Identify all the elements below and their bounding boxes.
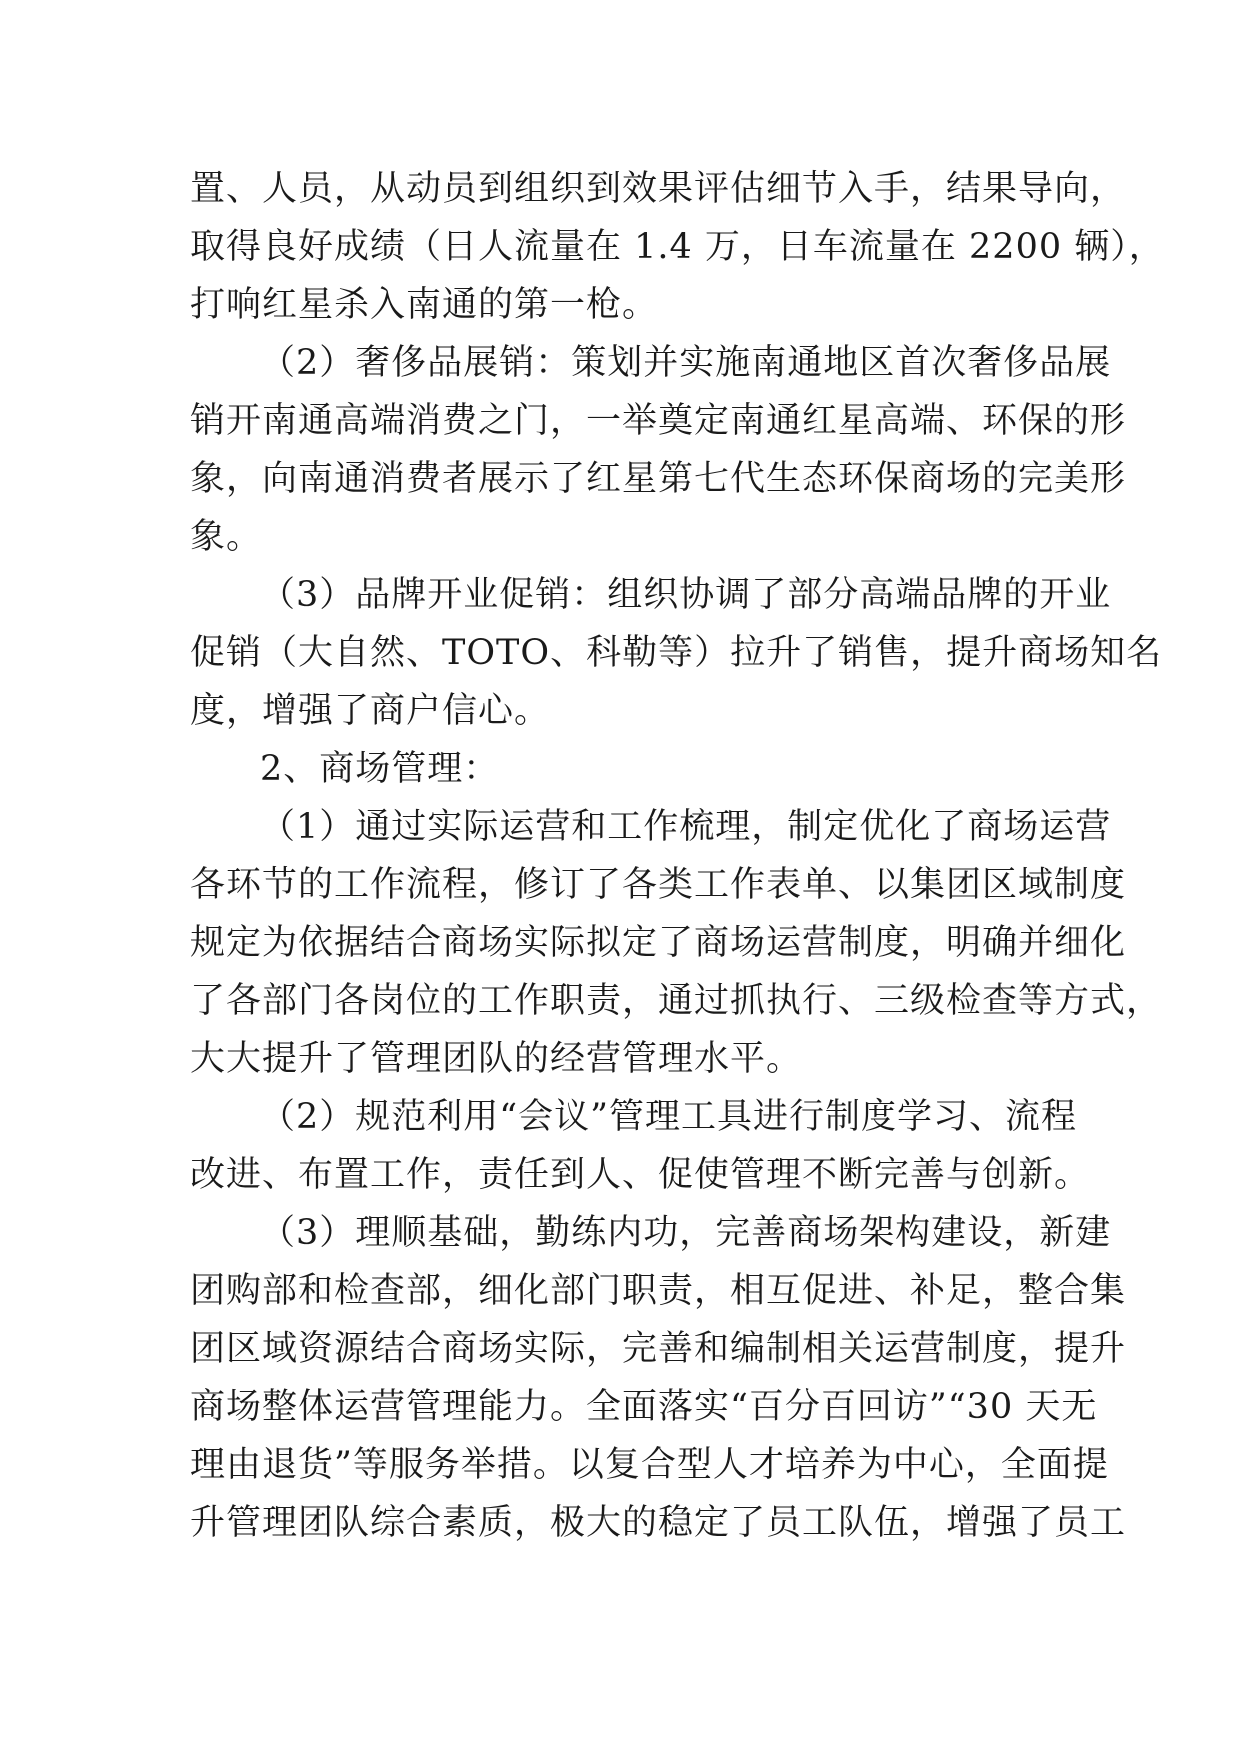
text-line: 置、人员，从动员到组织到效果评估细节入手，结果导向， xyxy=(190,169,1127,209)
text-line: 各环节的工作流程，修订了各类工作表单、以集团区域制度 xyxy=(190,865,1127,905)
paragraph-first-line: （3）品牌开业促销：组织协调了部分高端品牌的开业 xyxy=(260,575,1112,615)
text-line: 团区域资源结合商场实际，完善和编制相关运营制度，提升 xyxy=(190,1329,1127,1369)
text-line: 取得良好成绩（日人流量在 1.4 万，日车流量在 2200 辆）， xyxy=(190,227,1165,267)
text-line: 度，增强了商户信心。 xyxy=(190,691,551,731)
paragraph-first-line: （3）理顺基础，勤练内功，完善商场架构建设，新建 xyxy=(260,1213,1112,1253)
text-line: 销开南通高端消费之门，一举奠定南通红星高端、环保的形 xyxy=(190,401,1127,441)
text-line: 理由退货”等服务举措。以复合型人才培养为中心，全面提 xyxy=(190,1445,1109,1485)
text-line: 改进、布置工作，责任到人、促使管理不断完善与创新。 xyxy=(190,1155,1091,1195)
text-line: 升管理团队综合素质，极大的稳定了员工队伍，增强了员工 xyxy=(190,1503,1127,1543)
text-line: 团购部和检查部，细化部门职责，相互促进、补足，整合集 xyxy=(190,1271,1127,1311)
document-body xyxy=(190,160,1165,1552)
paragraph-first-line: （2）规范利用“会议”管理工具进行制度学习、流程 xyxy=(260,1097,1078,1137)
section-heading: 2、商场管理： xyxy=(260,749,500,789)
text-line: 促销（大自然、TOTO、科勒等）拉升了销售，提升商场知名 xyxy=(190,633,1163,673)
text-line: 大大提升了管理团队的经营管理水平。 xyxy=(190,1039,803,1079)
text-line: 规定为依据结合商场实际拟定了商场运营制度，明确并细化 xyxy=(190,923,1127,963)
text-line: 打响红星杀入南通的第一枪。 xyxy=(190,285,659,325)
paragraph-first-line: （2）奢侈品展销：策划并实施南通地区首次奢侈品展 xyxy=(260,343,1112,383)
text-line: 象。 xyxy=(190,517,263,557)
text-line: 象，向南通消费者展示了红星第七代生态环保商场的完美形 xyxy=(190,459,1127,499)
paragraph-first-line: （1）通过实际运营和工作梳理，制定优化了商场运营 xyxy=(260,807,1112,847)
text-line: 了各部门各岗位的工作职责，通过抓执行、三级检查等方式， xyxy=(190,981,1163,1021)
text-line: 商场整体运营管理能力。全面落实“百分百回访”“30 天无 xyxy=(190,1387,1098,1427)
